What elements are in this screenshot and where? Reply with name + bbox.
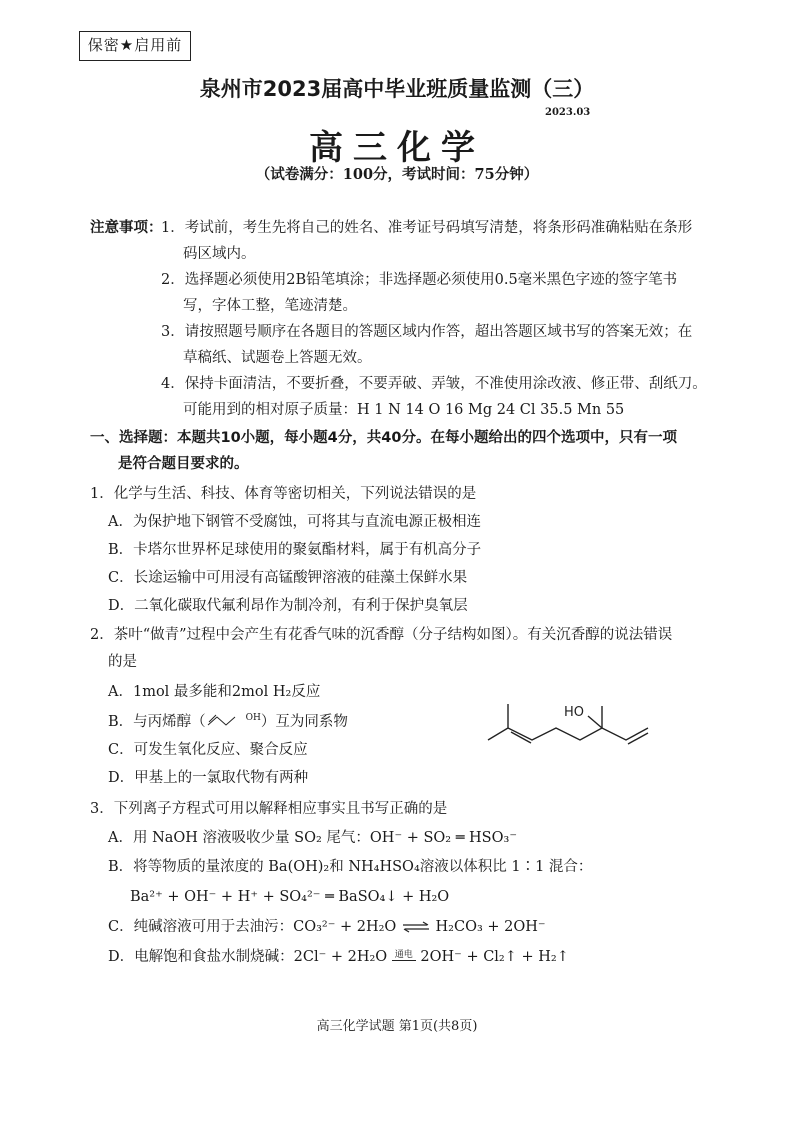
exam-info: （试卷满分：100分，考试时间：75分钟）	[255, 166, 539, 183]
confidential-stamp: 保密★启用前	[79, 31, 191, 61]
propenol-structure	[206, 711, 246, 729]
exam-date: 2023.03	[545, 107, 591, 118]
propenol-oh-label: OH	[245, 713, 261, 723]
electrolysis-condition	[392, 950, 416, 961]
q1-option-c: C．长途运输中可用浸有高锰酸钾溶液的硅藻土保鲜水果	[108, 570, 468, 586]
section-header-cont: 是符合题目要求的。	[118, 456, 249, 472]
q1-option-d: D．二氧化碳取代氟利昂作为制冷剂，有利于保护臭氧层	[108, 598, 468, 614]
electrolysis-label: 通电	[392, 950, 416, 961]
q3-option-c-pre: C．纯碱溶液可用于去油污：CO₃²⁻ + 2H₂O	[108, 919, 397, 935]
linalool-structure	[480, 690, 660, 760]
question-2-stem-cont: 的是	[108, 654, 137, 670]
atomic-masses: 可能用到的相对原子质量：H 1 N 14 O 16 Mg 24 Cl 35.5 Mn 55	[183, 402, 625, 418]
q1-option-b: B．卡塔尔世界杯足球使用的聚氨酯材料，属于有机高分子	[108, 542, 482, 558]
structure-ho-label: HO	[564, 705, 585, 720]
q1-option-a: A．为保护地下钢管不受腐蚀，可将其与直流电源正极相连	[108, 514, 481, 530]
notice-item: 2．选择题必须使用2B铅笔填涂；非选择题必须使用0.5毫米黑色字迹的签字笔书	[161, 272, 678, 288]
q3-option-b-equation: Ba²⁺ + OH⁻ + H⁺ + SO₄²⁻ ═ BaSO₄↓ + H₂O	[130, 889, 450, 905]
notice-item: 4．保持卡面清洁，不要折叠，不要弄破、弄皱，不准使用涂改液、修正带、刮纸刀。	[161, 376, 707, 392]
exam-title: 泉州市2023届高中毕业班质量监测（三）	[199, 77, 595, 101]
reversible-arrow-icon	[401, 921, 431, 933]
page-footer: 高三化学试题 第1页(共8页)	[316, 1019, 478, 1034]
q3-option-d	[108, 947, 569, 967]
q3-option-a: A．用 NaOH 溶液吸收少量 SO₂ 尾气：OH⁻ + SO₂ ═ HSO₃⁻	[108, 830, 517, 846]
notice-item: 3．请按照题号顺序在各题目的答题区域内作答，超出答题区域书写的答案无效；在	[161, 324, 693, 340]
notice-label: 注意事项：	[90, 220, 163, 236]
question-1-stem: 1．化学与生活、科技、体育等密切相关，下列说法错误的是	[90, 486, 477, 502]
q2-option-d: D．甲基上的一氯取代物有两种	[108, 770, 309, 786]
q2-option-c: C．可发生氧化反应、聚合反应	[108, 742, 308, 758]
q3-option-d-pre: D．电解饱和食盐水制烧碱：2Cl⁻ + 2H₂O	[108, 949, 388, 965]
notice-item: 1．考试前，考生先将自己的姓名、准考证号码填写清楚，将条形码准确粘贴在条形	[161, 220, 693, 236]
notice-item: 码区域内。	[183, 246, 256, 262]
q2-option-b-post: ）互为同系物	[260, 714, 348, 730]
notice-item: 草稿纸、试题卷上答题无效。	[183, 350, 372, 366]
q3-option-c-post: H₂CO₃ + 2OH⁻	[435, 919, 546, 935]
question-3-stem: 3．下列离子方程式可用以解释相应事实且书写正确的是	[90, 801, 448, 817]
section-header: 一、选择题：本题共10小题，每小题4分，共40分。在每小题给出的四个选项中，只有一项	[90, 430, 677, 446]
q2-option-b	[108, 711, 348, 734]
notice-item: 写，字体工整，笔迹清楚。	[183, 298, 357, 314]
question-2-stem: 2．茶叶“做青”过程中会产生有花香气味的沉香醇（分子结构如图）。有关沉香醇的说法错误	[90, 627, 673, 643]
subject-title: 高三化学	[309, 128, 485, 168]
q3-option-c	[108, 917, 546, 937]
q2-option-b-pre: B．与丙烯醇（	[108, 714, 206, 730]
q2-option-a: A．1mol 最多能和2mol H₂反应	[108, 684, 321, 700]
q3-option-d-post: 2OH⁻ + Cl₂↑ + H₂↑	[420, 949, 569, 965]
q3-option-b: B．将等物质的量浓度的 Ba(OH)₂和 NH₄HSO₄溶液以体积比 1∶1 混合：	[108, 859, 593, 875]
